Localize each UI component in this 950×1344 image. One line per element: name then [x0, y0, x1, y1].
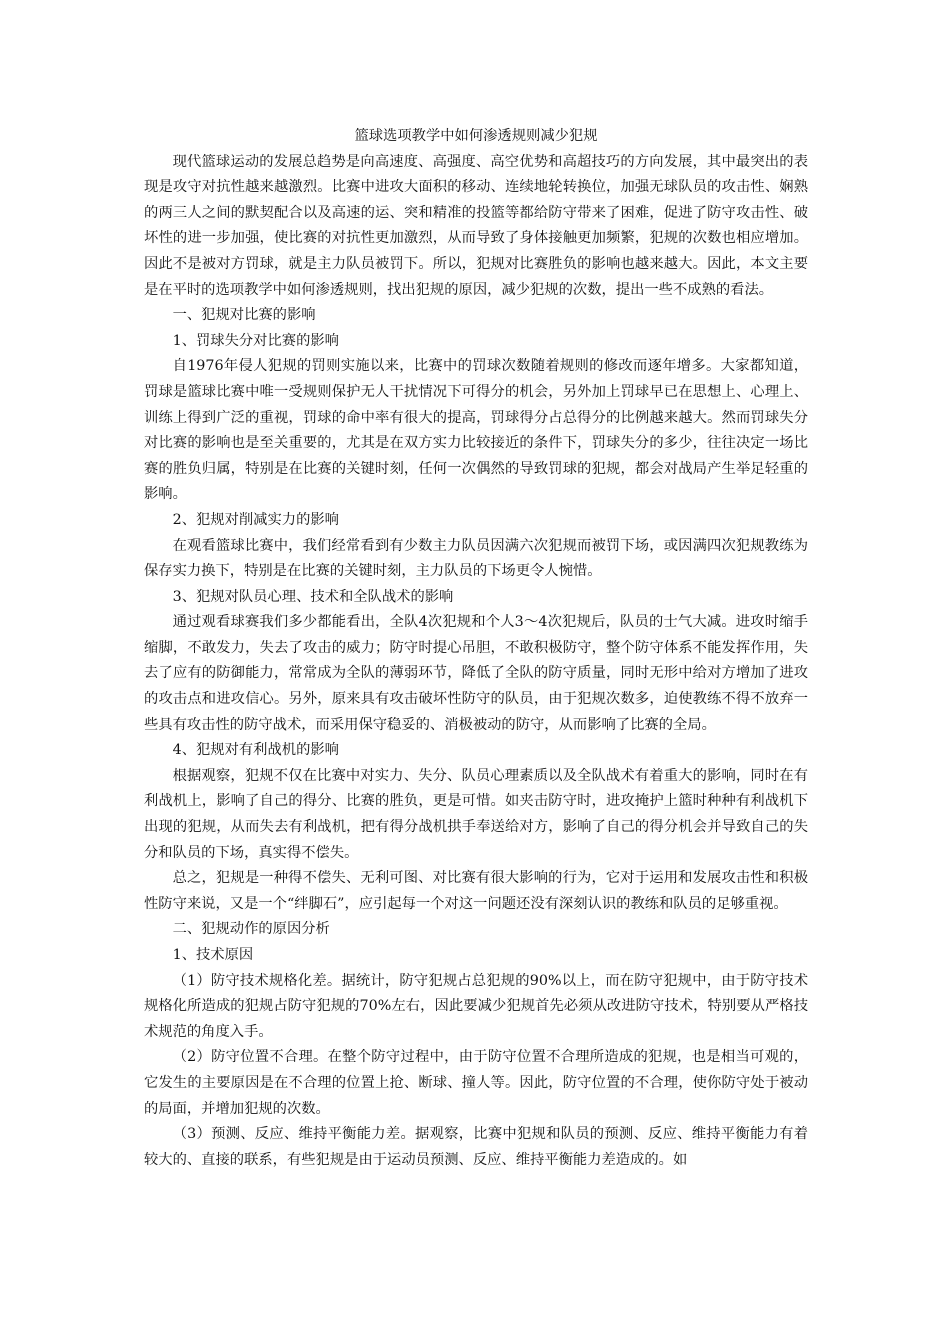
paragraph-summary: 总之，犯规是一种得不偿失、无利可图、对比赛有很大影响的行为，它对于运用和发展攻击性和积极性防守来说，又是一个“绊脚石”，应引起每一个对这一问题还没有深刻认识的教练和队员的足够重视。: [144, 870, 808, 912]
section-heading-1: 一、犯规对比赛的影响: [172, 307, 316, 324]
paragraph-technique-1: （1）防守技术规格化差。据统计，防守犯规占总犯规的90%以上，而在防守犯规中，由于防守技术规格化所造成的犯规占防守犯规的70%左右，因此要减少犯规首先必须从改进防守技术，特别要从严格技术规范的角度入手。: [144, 972, 808, 1040]
paragraph-opportunity: 根据观察，犯规不仅在比赛中对实力、失分、队员心理素质以及全队战术有着重大的影响，同时在有利战机上，影响了自己的得分、比赛的胜负，更是可惜。如夹击防守时，进攻掩护上篮时种种有利战机下出现的犯规，从而失去有利战机，把有得分战机拱手奉送给对方，影响了自己的得分机会并导致自己的失分和队员的下场，真实得不偿失。: [144, 767, 808, 861]
subsection-heading-1-1: 1、罚球失分对比赛的影响: [172, 332, 339, 349]
subsection-heading-1-2: 2、犯规对削减实力的影响: [172, 511, 339, 528]
document-body: [144, 124, 808, 1173]
document-title: 篮球选项教学中如何渗透规则减少犯规: [354, 128, 598, 144]
paragraph-technique-2: （2）防守位置不合理。在整个防守过程中，由于防守位置不合理所造成的犯规，也是相当可观的，它发生的主要原因是在不合理的位置上抢、断球、撞人等。因此，防守位置的不合理，使你防守处于被动的局面，并增加犯规的次数。: [144, 1049, 808, 1117]
subsection-heading-1-4: 4、犯规对有利战机的影响: [172, 742, 339, 759]
subsection-heading-2-1: 1、技术原因: [172, 947, 254, 963]
paragraph-psychology: 通过观看球赛我们多少都能看出，全队4次犯规和个人3～4次犯规后，队员的士气大减。进攻时缩手缩脚，不敢发力，失去了攻击的威力；防守时提心吊胆，不敢积极防守，整个防守体系不能发挥作用，失去了应有的防御能力，常常成为全队的薄弱环节，降低了全队的防守质量，同时无形中给对方增加了进攻的攻击点和进攻信心。另外，原来具有攻击破坏性防守的队员，由于犯规次数多，迫使教练不得不放弃一些具有攻击性的防守战术，而采用保守稳妥的、消极被动的防守，从而影响了比赛的全局。: [144, 614, 808, 733]
paragraph-strength: 在观看篮球比赛中，我们经常看到有少数主力队员因满六次犯规而被罚下场，或因满四次犯规教练为保存实力换下，特别是在比赛的关键时刻，主力队员的下场更令人惋惜。: [144, 537, 808, 580]
subsection-heading-1-3: 3、犯规对队员心理、技术和全队战术的影响: [172, 588, 454, 605]
paragraph-intro: 现代篮球运动的发展总趋势是向高速度、高强度、高空优势和高超技巧的方向发展，其中最突出的表现是攻守对抗性越来越激烈。比赛中进攻大面积的移动、连续地轮转换位，加强无球队员的攻击性、娴熟的两三人之间的默契配合以及高速的运、突和精准的投篮等都给防守带来了困难，促进了防守攻击性、破坏性的进一步加强，使比赛的对抗性更加激烈，从而导致了身体接触更加频繁，犯规的次数也相应增加。因此不是被对方罚球，就是主力队员被罚下。所以，犯规对比赛胜负的影响也越来越大。因此，本文主要是在平时的选项教学中如何渗透规则，找出犯规的原因，减少犯规的次数，提出一些不成熟的看法。: [144, 153, 808, 298]
paragraph-free-throw: 自1976年侵人犯规的罚则实施以来，比赛中的罚球次数随着规则的修改而逐年增多。大家都知道，罚球是篮球比赛中唯一受规则保护无人干扰情况下可得分的机会，另外加上罚球早已在思想上、心理上、训练上得到广泛的重视，罚球的命中率有很大的提高，罚球得分占总得分的比例越来越大。然而罚球失分对比赛的影响也是至关重要的，尤其是在双方实力比较接近的条件下，罚球失分的多少，往往决定一场比赛的胜负归属，特别是在比赛的关键时刻，任何一次偶然的导致罚球的犯规，都会对战局产生举足轻重的影响。: [144, 358, 808, 503]
paragraph-technique-3: （3）预测、反应、维持平衡能力差。据观察，比赛中犯规和队员的预测、反应、维持平衡能力有着较大的、直接的联系，有些犯规是由于运动员预测、反应、维持平衡能力差造成的。如: [144, 1126, 808, 1168]
section-heading-2: 二、犯规动作的原因分析: [172, 921, 330, 938]
